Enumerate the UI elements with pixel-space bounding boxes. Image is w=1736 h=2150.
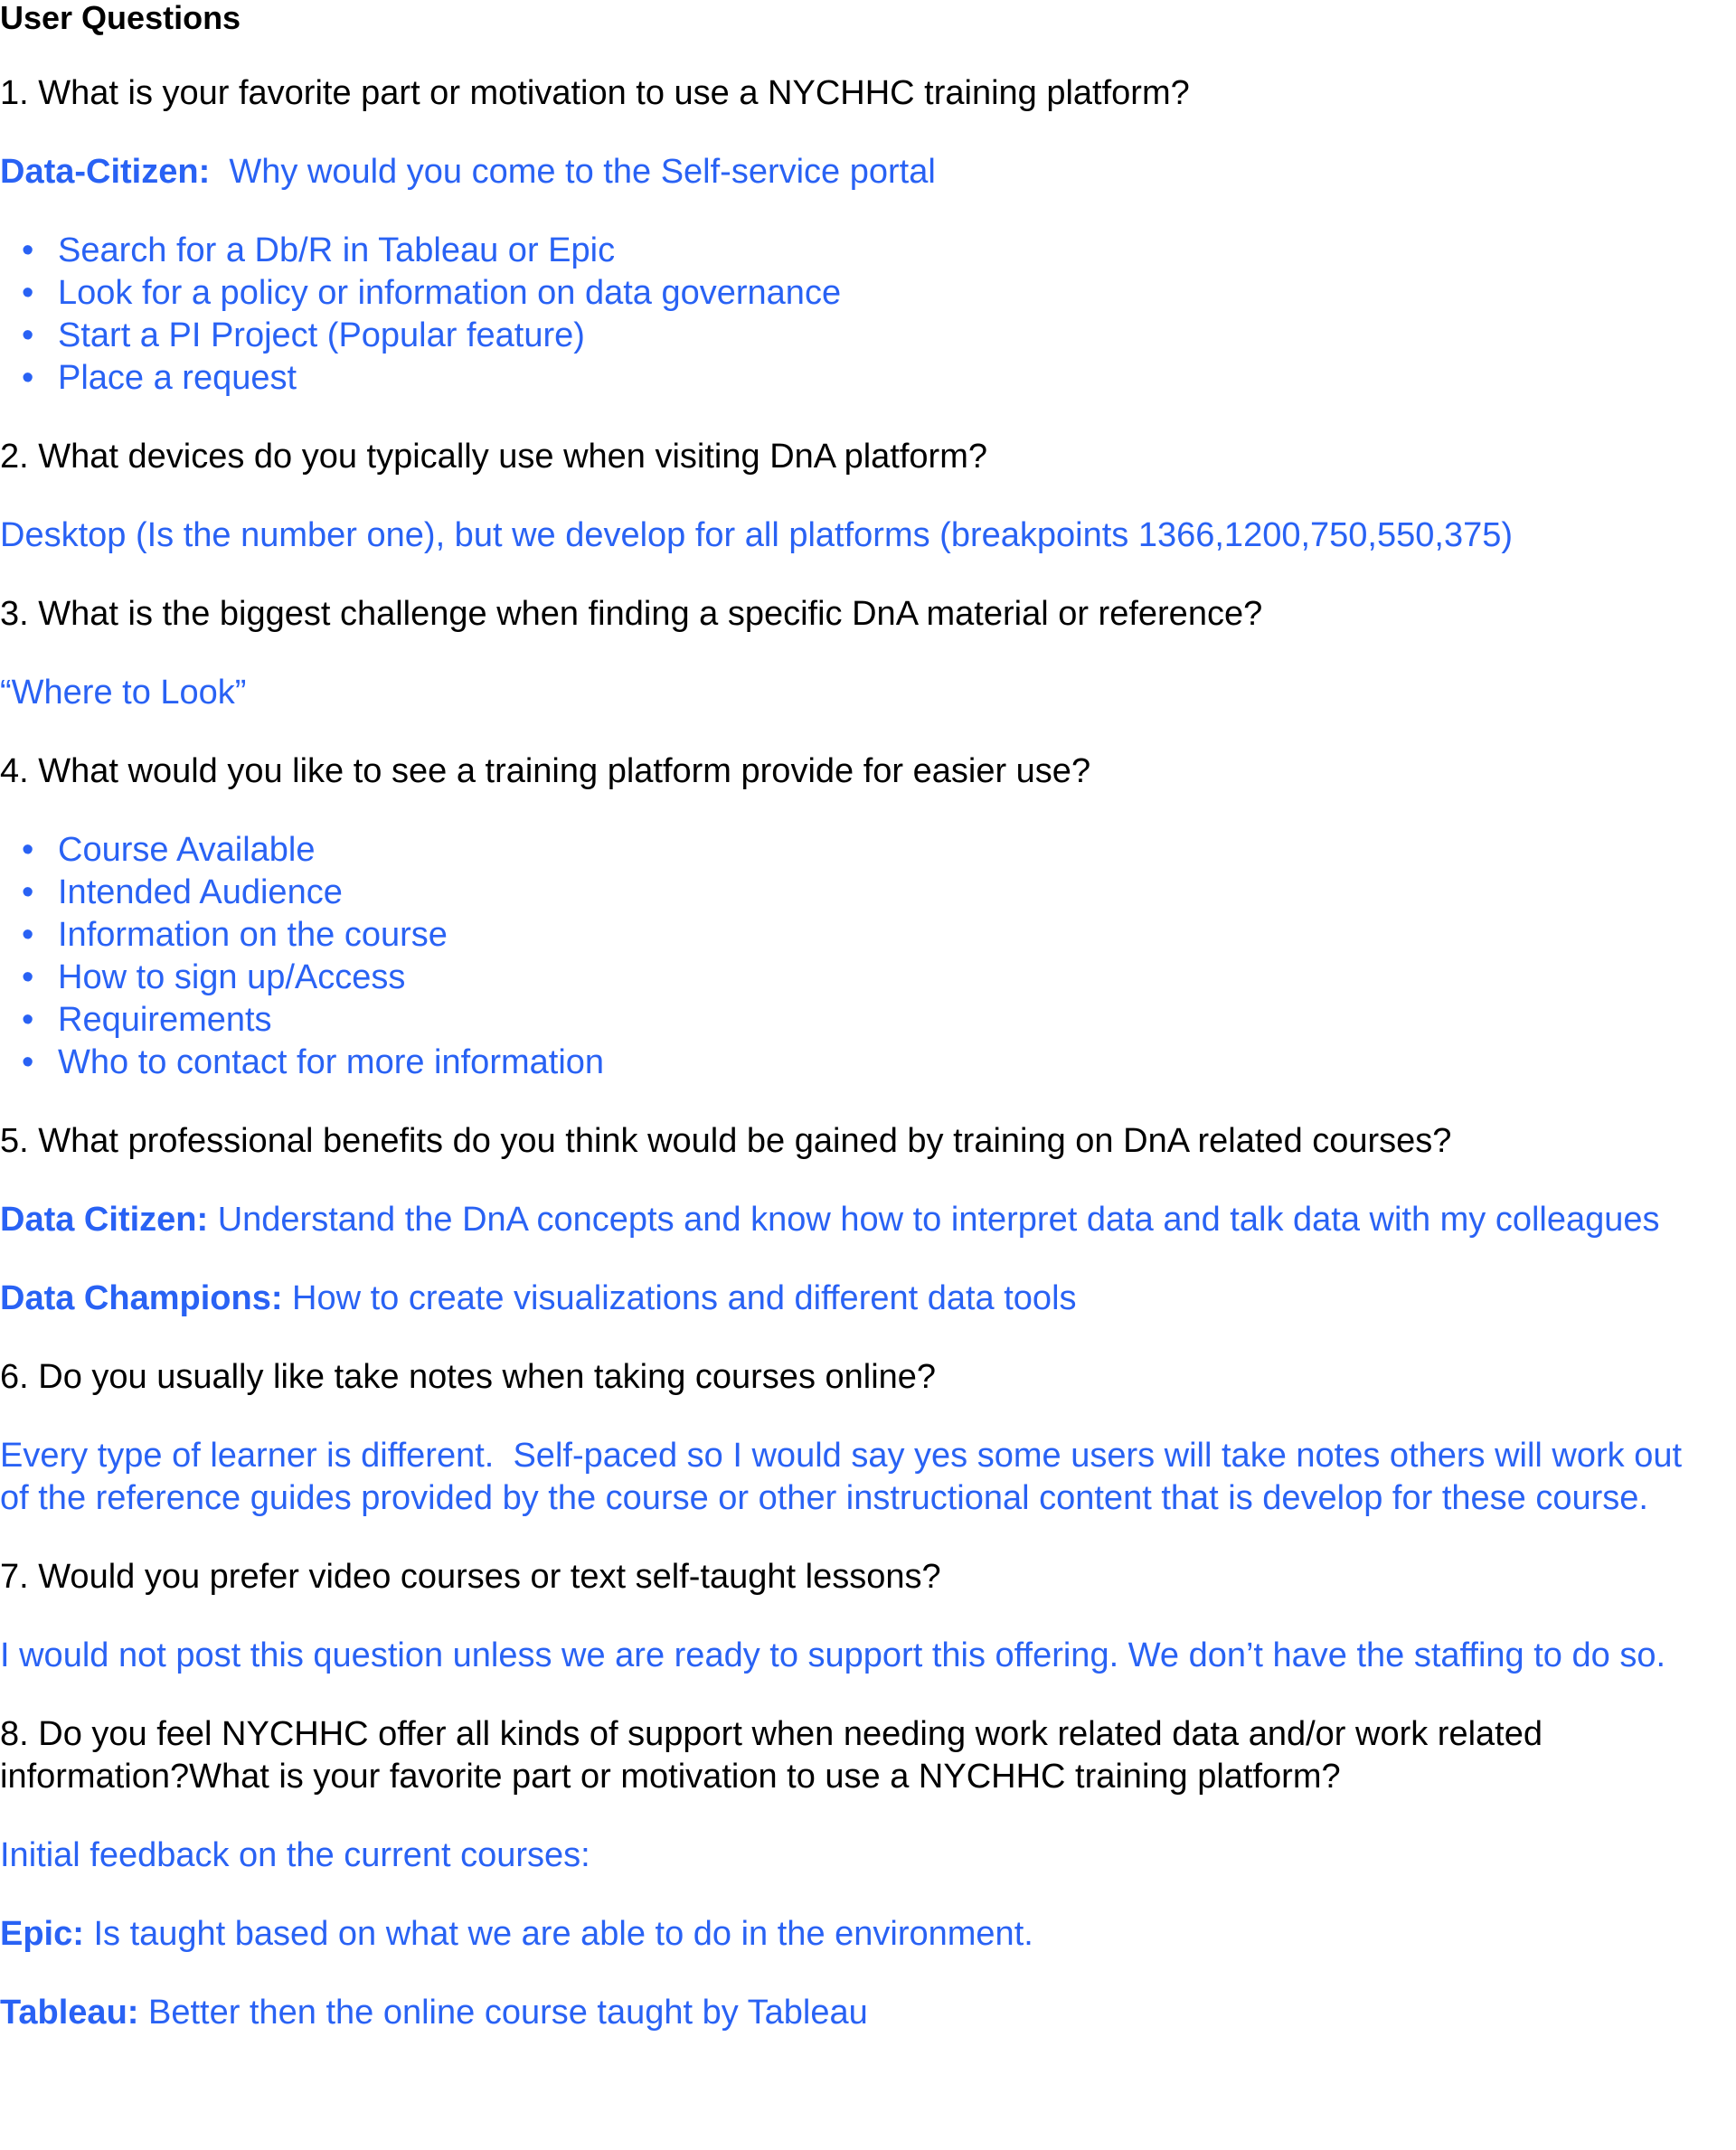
answer-8b-label: Tableau: bbox=[0, 1994, 139, 2032]
answer-1-text: Why would you come to the Self-service portal bbox=[210, 153, 936, 191]
answer-3: “Where to Look” bbox=[0, 674, 247, 712]
answer-1-list bbox=[0, 230, 1718, 400]
answer-5b-label: Data Champions: bbox=[0, 1279, 283, 1317]
answer-1 bbox=[0, 151, 1718, 193]
question-4: 4. What would you like to see a training platform provide for easier use? bbox=[0, 752, 1091, 790]
answer-6: Every type of learner is different. Self-paced so I would say yes some users will take notes others will work out of the reference guides provided by the course or other instructional content that is develop for these course. bbox=[0, 1437, 1692, 1517]
answer-8b bbox=[0, 1992, 1718, 2034]
answer-7: I would not post this question unless we are ready to support this offering. We don’t have the staffing to do so. bbox=[0, 1636, 1666, 1674]
answer-8-intro: Initial feedback on the current courses: bbox=[0, 1836, 590, 1874]
answer-5b bbox=[0, 1278, 1718, 1320]
question-5: 5. What professional benefits do you think would be gained by training on DnA related courses? bbox=[0, 1122, 1452, 1160]
question-2: 2. What devices do you typically use when visiting DnA platform? bbox=[0, 438, 987, 476]
question-6: 6. Do you usually like take notes when taking courses online? bbox=[0, 1358, 937, 1396]
question-3: 3. What is the biggest challenge when finding a specific DnA material or reference? bbox=[0, 595, 1263, 633]
answer-1-label: Data-Citizen: bbox=[0, 153, 211, 191]
list-item: • Requirements bbox=[0, 999, 1718, 1042]
answer-8a-label: Epic: bbox=[0, 1915, 84, 1953]
list-item: • Intended Audience bbox=[0, 872, 1718, 914]
question-7: 7. Would you prefer video courses or text self-taught lessons? bbox=[0, 1558, 941, 1596]
list-item: • Search for a Db/R in Tableau or Epic bbox=[0, 230, 1718, 272]
list-item: • Start a PI Project (Popular feature) bbox=[0, 315, 1718, 357]
answer-8a bbox=[0, 1913, 1718, 1956]
answer-5a-label: Data Citizen: bbox=[0, 1201, 209, 1239]
answer-2: Desktop (Is the number one), but we develop for all platforms (breakpoints 1366,1200,750,550,375) bbox=[0, 516, 1514, 554]
answer-8a-text: Is taught based on what we are able to do in the environment. bbox=[83, 1915, 1033, 1953]
question-8: 8. Do you feel NYCHHC offer all kinds of support when needing work related data and/or work related information?What is your favorite part or motivation to use a NYCHHC training platform? bbox=[0, 1715, 1543, 1796]
answer-4-list bbox=[0, 829, 1718, 1084]
list-item: • Who to contact for more information bbox=[0, 1042, 1718, 1084]
list-item: • How to sign up/Access bbox=[0, 957, 1718, 999]
list-item: • Course Available bbox=[0, 829, 1718, 872]
answer-5a-text: Understand the DnA concepts and know how to interpret data and talk data with my colleagues bbox=[208, 1201, 1660, 1239]
list-item: • Information on the course bbox=[0, 914, 1718, 957]
question-1: 1. What is your favorite part or motivation to use a NYCHHC training platform? bbox=[0, 74, 1190, 112]
list-item: • Look for a policy or information on data governance bbox=[0, 272, 1718, 315]
page-title: User Questions bbox=[0, 0, 241, 36]
answer-8b-text: Better then the online course taught by Tableau bbox=[138, 1994, 868, 2032]
answer-5b-text: How to create visualizations and different data tools bbox=[282, 1279, 1077, 1317]
answer-5a bbox=[0, 1199, 1718, 1241]
list-item: • Place a request bbox=[0, 357, 1718, 400]
